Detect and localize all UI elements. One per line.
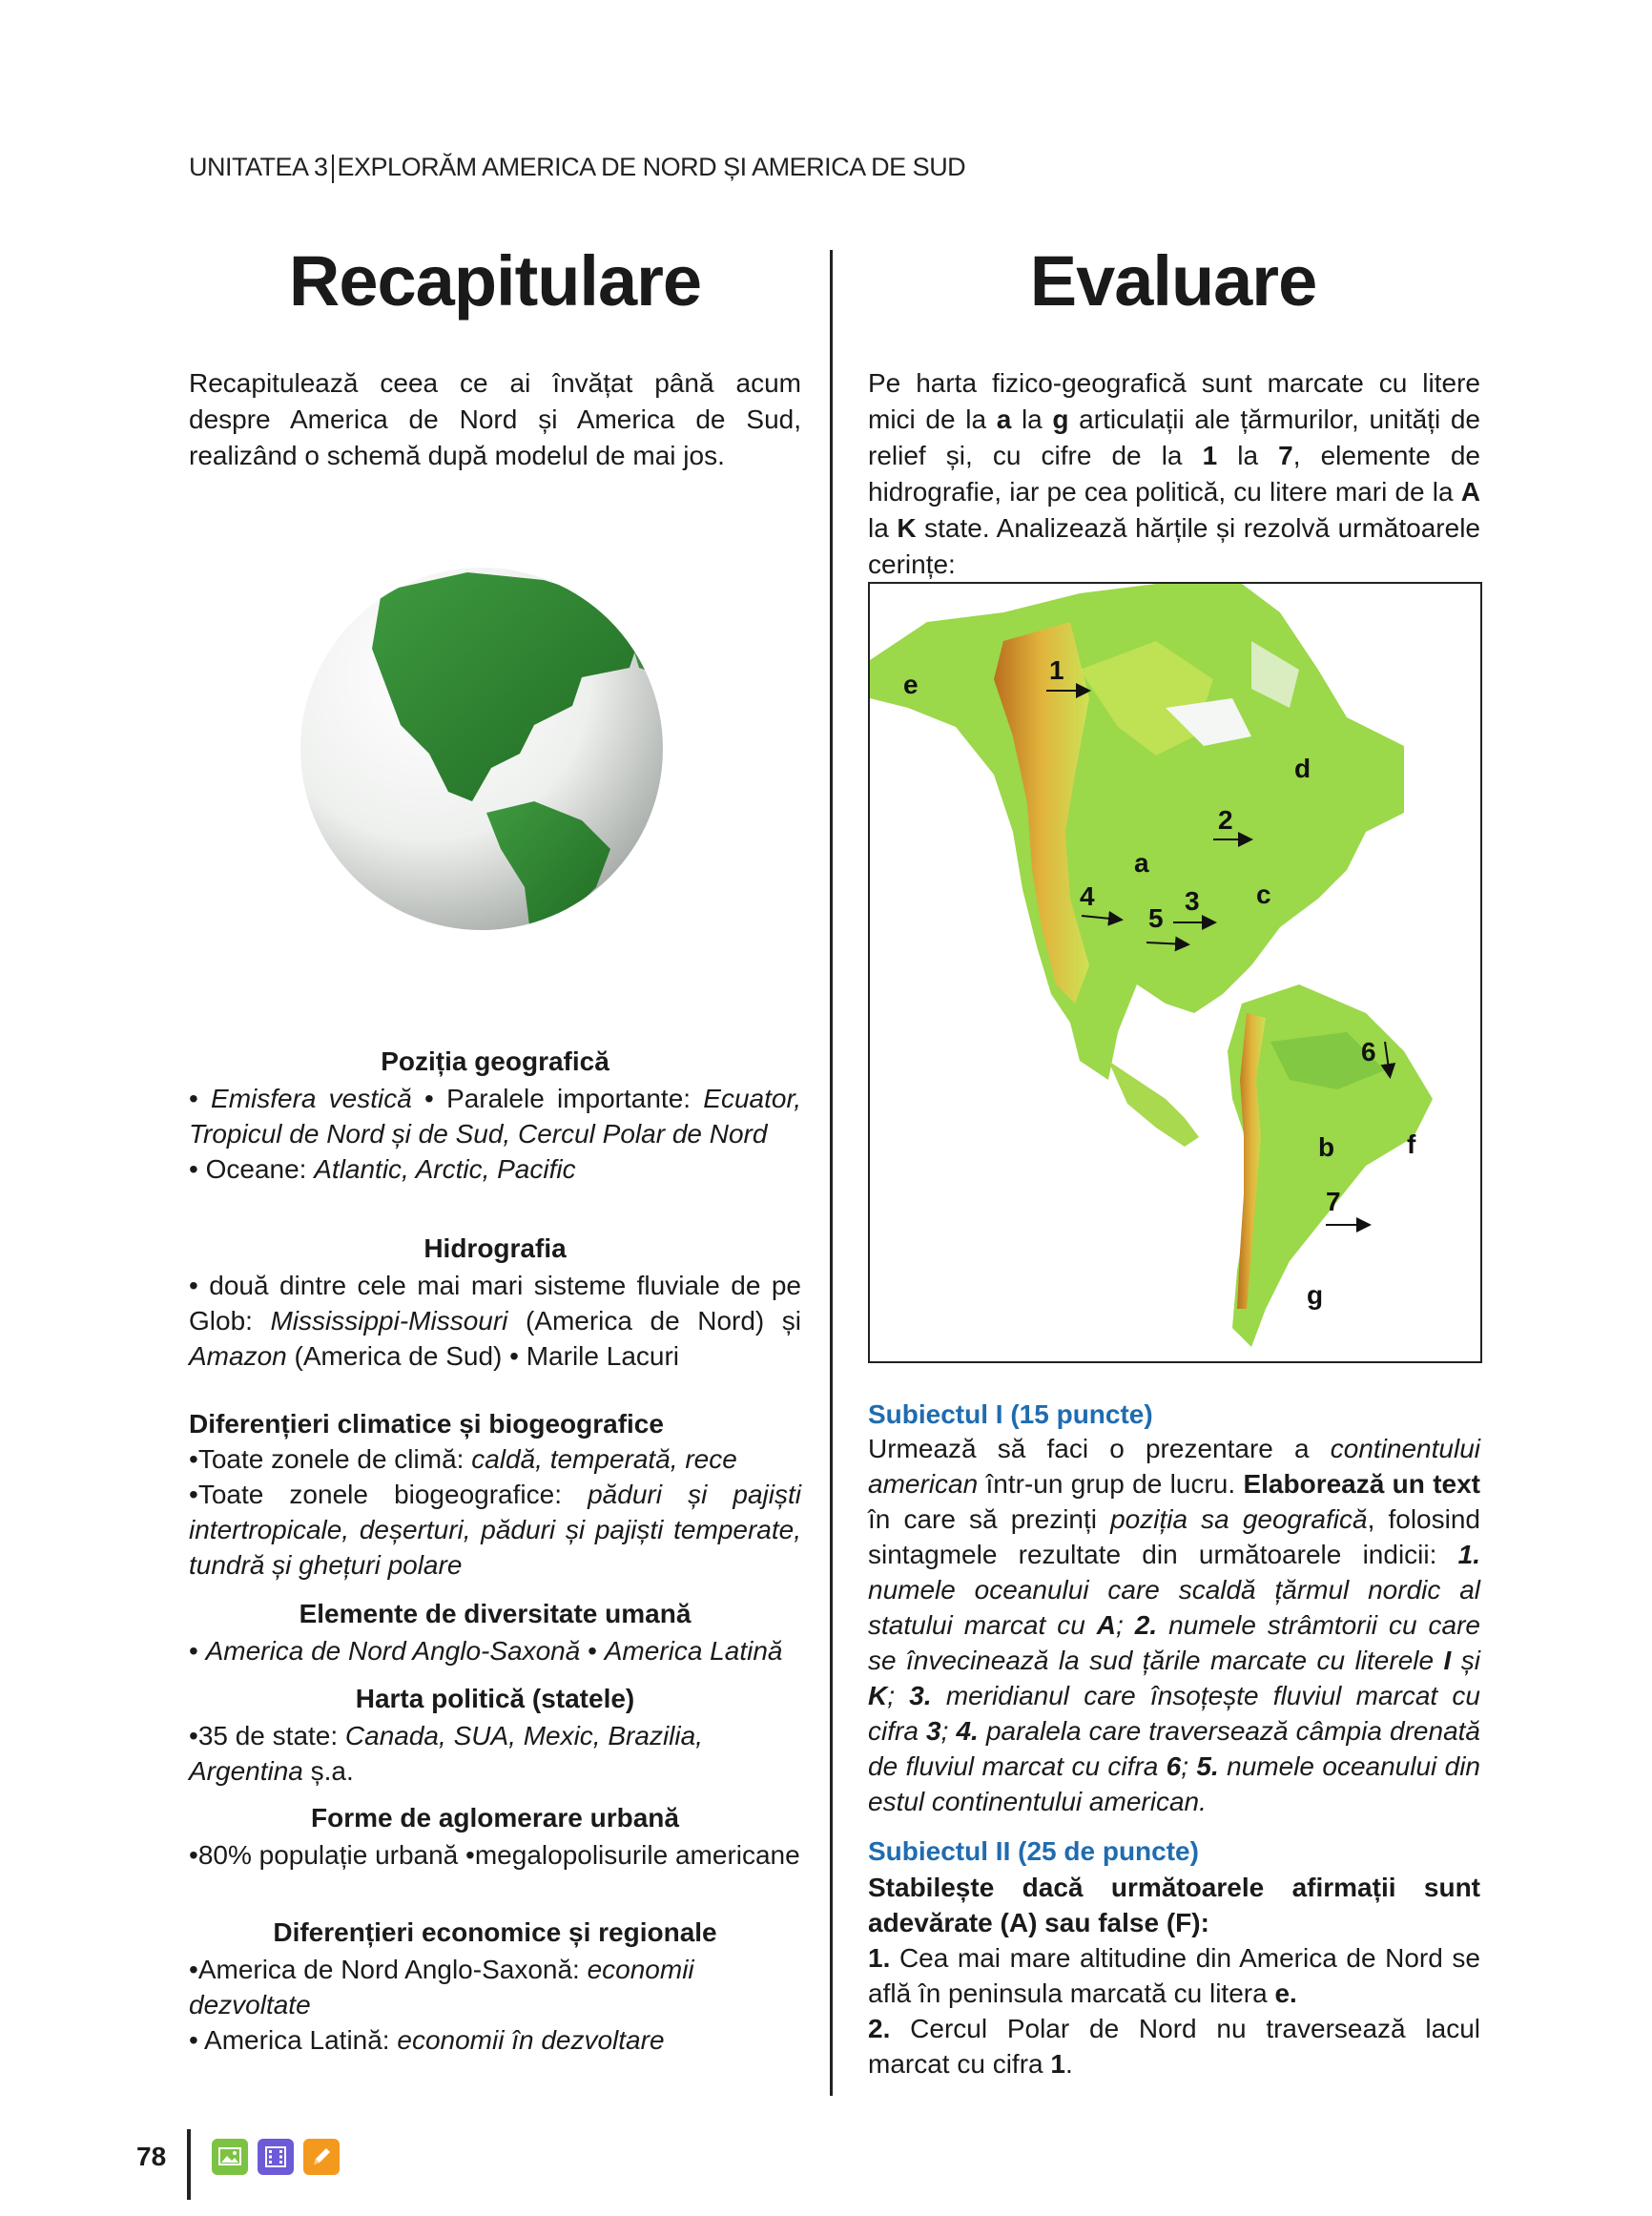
video-icon[interactable] [258,2139,294,2175]
s1-text: Urmează să faci o prezentare a [868,1434,1331,1463]
intro-text: la [868,513,898,543]
umana-a: America de Nord Anglo-Saxonă [205,1636,581,1666]
urbana-b: megalopolisurile americane [474,1840,800,1870]
subiect2-lead: Stabilește dacă următoarele afirmații sunt adevărate (A) sau false (F): [868,1873,1480,1937]
economie-a2: economii dezvoltate [189,1955,694,2019]
hidro-a: două dintre cele mai mari sisteme fluviale de pe Glob: [189,1271,801,1336]
section-body-umana: • America de Nord Anglo-Saxonă • America Latină [189,1636,783,1666]
s1-text: numele oceanului din estul continentului american. [868,1751,1480,1816]
s1-text: I [1443,1646,1452,1675]
map-arrows [870,584,1480,1361]
s1-text: ; [1116,1610,1135,1640]
s1-text: 3. [909,1681,932,1710]
s2-item-text: Cercul Polar de Nord nu traversează lacul marcat cu cifra [868,2014,1480,2079]
header-separator [332,155,334,183]
pozitia-b2b: Ecuator, Tropicul de Nord și de Sud, Cercul Polar de Nord [189,1084,801,1149]
unit-subtitle: EXPLORĂM AMERICA DE NORD ȘI AMERICA DE SUD [337,153,966,181]
section-body-pozitia: • Emisfera vestică • Paralele importante: Ecuator, Tropicul de Nord și de Sud, Cercul Polar de Nord • Oceane: Atlantic, Arctic, Pacific [189,1084,801,1184]
evaluare-title: Evaluare [1029,241,1317,321]
section-heading-politica: Harta politică (statele) [355,1684,635,1713]
intro-text: , elemente de hidrografie, iar pe cea politică, cu litere mari de la [868,441,1480,507]
s1-text: 1. [1457,1540,1480,1569]
unit-label: UNITATEA 3 [189,153,328,181]
map-label-4: 4 [1080,881,1095,911]
urbana-a: 80% populație urbană [197,1840,459,1870]
page-number: 78 [136,2142,167,2171]
s1-text: ; [887,1681,910,1710]
section-heading-hidrografia: Hidrografia [423,1233,567,1263]
s1-text: meridianul care însoțește fluviul marcat cu cifra [868,1681,1480,1746]
subiect2-item1 [868,1940,1480,2011]
running-header [189,153,965,183]
globe-illustration [296,563,668,935]
hidro-c: (America de Nord) și [507,1306,802,1336]
map-label-5: 5 [1148,903,1164,933]
intro-A: A [1460,477,1480,507]
section-body-economie: •America de Nord Anglo-Saxonă: economii dezvoltate • America Latină: economii în dezvoltare [189,1955,694,2055]
map-label-3: 3 [1185,886,1200,916]
pozitia-b3b: Atlantic, Arctic, Pacific [314,1154,576,1184]
s2-item-text: . [1064,2049,1073,2079]
recapitulare-title: Recapitulare [288,241,702,321]
pozitia-b2a: Paralele importante: [446,1084,704,1113]
recapitulare-intro: Recapitulează ceea ce ai învățat până acum despre America de Nord și America de Sud, realizând o schemă după modelul de mai jos. [189,368,801,470]
s1-text: , folosind sintagmele rezultate din următoarele indicii: [868,1504,1480,1569]
map-label-f: f [1407,1129,1416,1159]
subiect2-item2 [868,2011,1480,2081]
economie-b1: America Latină: [204,2025,398,2055]
section-heading-urbana: Forme de aglomerare urbană [311,1803,679,1833]
map-label-g: g [1307,1280,1324,1310]
map-label-b: b [1318,1132,1335,1162]
s2-item-number: 1. [868,1943,891,1973]
s1-text: K [868,1681,888,1710]
s1-text: 2. [1134,1610,1158,1640]
s1-text: 6 [1166,1751,1182,1781]
s1-text: în care să prezinți [868,1504,1111,1534]
map-label-d: d [1294,754,1311,783]
s1-text: 3 [926,1716,941,1746]
s1-text: ; [940,1716,957,1746]
subiect1-heading: Subiectul I (15 puncte) [868,1399,1153,1429]
footer-bar [187,2129,191,2200]
intro-text: articulații ale țărmurilor, unități de relief și, cu cifre de la [868,404,1481,470]
section-body-clima: •Toate zonele de climă: caldă, temperată, rece •Toate zonele biogeografice: păduri și pajiști intertropicale, deșerturi, păduri și pajiști temperate, tundră și ghețuri polare [189,1444,802,1580]
clima-a1: Toate zonele de climă: [197,1444,472,1474]
section-body-politica: •35 de state: Canada, SUA, Mexic, Brazilia, Argentina ș.a. [189,1721,703,1786]
section-heading-economie: Diferențieri economice și regionale [273,1917,717,1947]
map-label-1: 1 [1049,655,1064,685]
map-label-2: 2 [1218,805,1233,835]
map-label-c: c [1256,880,1271,909]
pozitia-b1: Emisfera vestică [211,1084,412,1113]
intro-g: g [1052,404,1069,434]
section-body-urbana: •80% populație urbană •megalopolisurile americane [189,1840,800,1870]
column-divider [830,250,833,2096]
subiect1-body [868,1431,1480,1819]
hidro-e: (America de Sud) [286,1341,510,1371]
map-label-6: 6 [1361,1037,1376,1067]
section-heading-umana: Elemente de diversitate umană [299,1599,692,1628]
pencil-icon[interactable] [303,2139,340,2175]
s1-text: continentului american [868,1434,1480,1499]
s1-text: Elaborează un text [1243,1469,1480,1499]
clima-b2: păduri și pajiști intertropicale, deșerturi, păduri și pajiști temperate, tundră și ghețuri polare [189,1480,802,1580]
map-label-e: e [903,670,919,699]
hidro-f: Marile Lacuri [526,1341,680,1371]
clima-a2: caldă, temperată, rece [471,1444,737,1474]
subiect2-heading: Subiectul II (25 de puncte) [868,1836,1199,1866]
politica-b: Canada, SUA, Mexic, Brazilia, Argentina [189,1721,703,1786]
s1-text: într-un grup de lucru. [978,1469,1244,1499]
s2-item-number: 2. [868,2014,891,2043]
s1-text: poziția sa geografică [1110,1504,1368,1534]
politica-a: 35 de state: [197,1721,345,1750]
umana-b: America Latină [604,1636,783,1666]
politica-c: ș.a. [302,1756,354,1786]
section-body-hidrografia: • două dintre cele mai mari sisteme fluviale de pe Glob: Mississippi-Missouri (America de Nord) și Amazon (America de Sud) • Marile Lacuri [189,1271,802,1371]
physical-map [868,582,1482,1363]
intro-text: Pe harta fizico-geografică sunt marcate cu litere mici de la [868,368,1480,434]
s1-text: A [1096,1610,1117,1640]
evaluare-intro [868,365,1480,583]
image-icon[interactable] [212,2139,248,2175]
pozitia-b3a: Oceane: [205,1154,315,1184]
s1-text: 4. [956,1716,979,1746]
map-label-a: a [1134,848,1149,878]
section-heading-pozitia: Poziția geografică [381,1046,609,1076]
s1-text: numele strâmtorii cu care se învecinează la sud țările marcate cu literele [868,1610,1480,1675]
economie-b2: economii în dezvoltare [397,2025,665,2055]
intro-a: a [996,404,1012,434]
economie-a1: America de Nord Anglo-Saxonă: [197,1955,588,1984]
s2-item-text: Cea mai mare altitudine din America de Nord se află în peninsula marcată cu litera [868,1943,1480,2008]
s1-text: paralela care traversează câmpia drenată de fluviul marcat cu cifra [868,1716,1480,1781]
s1-text: 5. [1196,1751,1219,1781]
s2-item-label: 1 [1050,2049,1065,2079]
hidro-d: Amazon [189,1341,287,1371]
s2-item-label: e. [1274,1978,1297,2008]
s1-text: ; [1181,1751,1197,1781]
s1-text: numele oceanului care scaldă țărmul nordic al statului marcat cu [868,1575,1480,1640]
map-label-7: 7 [1326,1187,1341,1216]
intro-text: state. Analizează hărțile și rezolvă următoarele cerințe: [868,513,1480,579]
clima-b1: Toate zonele biogeografice: [197,1480,589,1509]
intro-text: la [1011,404,1053,434]
intro-7: 7 [1278,441,1293,470]
intro-K: K [897,513,917,543]
section-heading-clima: Diferențieri climatice și biogeografice [189,1409,664,1439]
intro-1: 1 [1202,441,1218,470]
s1-text: și [1451,1646,1480,1675]
hidro-b: Mississippi-Missouri [270,1306,508,1336]
intro-text: la [1217,441,1279,470]
